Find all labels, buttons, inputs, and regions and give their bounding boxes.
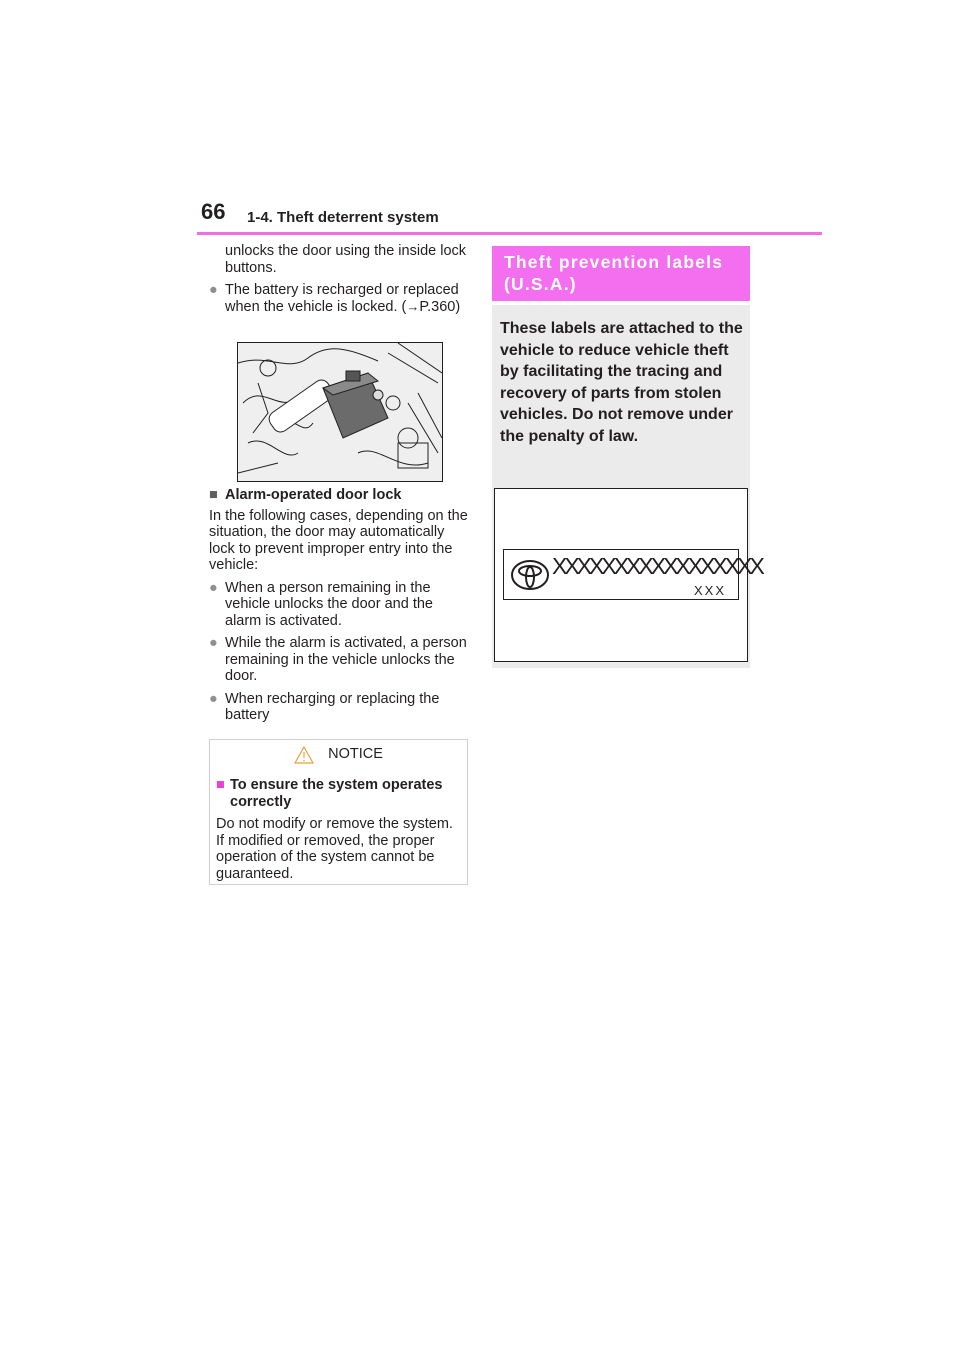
notice-text: Do not modify or remove the system. If modified or removed, the proper operation of the system cannot be guaranteed. xyxy=(216,816,453,882)
bullet-battery xyxy=(209,282,469,315)
bullet-dot-icon: ● xyxy=(209,690,218,707)
notice-subheading-text: To ensure the system operates correctly xyxy=(230,777,443,810)
alarm-section xyxy=(209,487,469,730)
arrow-right-icon: → xyxy=(406,298,420,314)
notice-box xyxy=(209,739,468,885)
theft-labels-description: These labels are attached to the vehicle to reduce vehicle theft by facilitating the tracing and recovery of parts from stolen vehicles. Do not remove under the penalty of law. xyxy=(500,320,743,445)
alarm-intro: In the following cases, depending on the situation, the door may automatically lock to prevent improper entry into the vehicle: xyxy=(209,507,468,573)
notice-title: NOTICE xyxy=(328,746,383,763)
bullet-item xyxy=(209,635,469,685)
bullet-dot-icon: ● xyxy=(209,635,218,651)
bullet-item xyxy=(209,580,469,630)
engine-bay-photo xyxy=(237,342,443,482)
label-serial: XXXXXXXXXXXXXXXXX xyxy=(552,553,762,579)
bullet-battery-text: The battery is recharged or replaced when the vehicle is locked. ( xyxy=(225,282,459,315)
header-rule xyxy=(197,232,822,235)
left-column xyxy=(209,243,469,321)
alarm-heading xyxy=(209,487,469,504)
warning-triangle-icon xyxy=(294,746,314,764)
bullet-dot-icon: ● xyxy=(209,282,218,298)
theft-labels-heading: Theft prevention labels (U.S.A.) xyxy=(492,246,750,301)
bullet-dot-icon: ● xyxy=(209,579,218,596)
bullet-item xyxy=(209,691,469,724)
square-bullet-icon: ■ xyxy=(209,487,218,503)
notice-subheading xyxy=(216,777,461,810)
label-code: XXX xyxy=(693,583,726,598)
bullet-item-text: While the alarm is activated, a person remaining in the vehicle unlocks the door. xyxy=(225,635,467,684)
bullet-item-text: When a person remaining in the vehicle unlocks the door and the alarm is activated. xyxy=(225,579,433,629)
page-number: 66 xyxy=(201,199,226,224)
theft-label xyxy=(503,549,762,600)
notice-body xyxy=(210,769,467,882)
square-bullet-icon: ■ xyxy=(216,777,225,793)
toyota-logo-icon xyxy=(510,556,550,594)
notice-header xyxy=(210,740,467,769)
page-reference-link[interactable]: P.360) xyxy=(419,298,461,315)
bullet-item-text: When recharging or replacing the battery xyxy=(225,690,440,723)
continuation-text: unlocks the door using the inside lock buttons. xyxy=(225,243,467,276)
alarm-heading-text: Alarm-operated door lock xyxy=(225,487,402,503)
section-title: 1-4. Theft deterrent system xyxy=(247,209,439,226)
